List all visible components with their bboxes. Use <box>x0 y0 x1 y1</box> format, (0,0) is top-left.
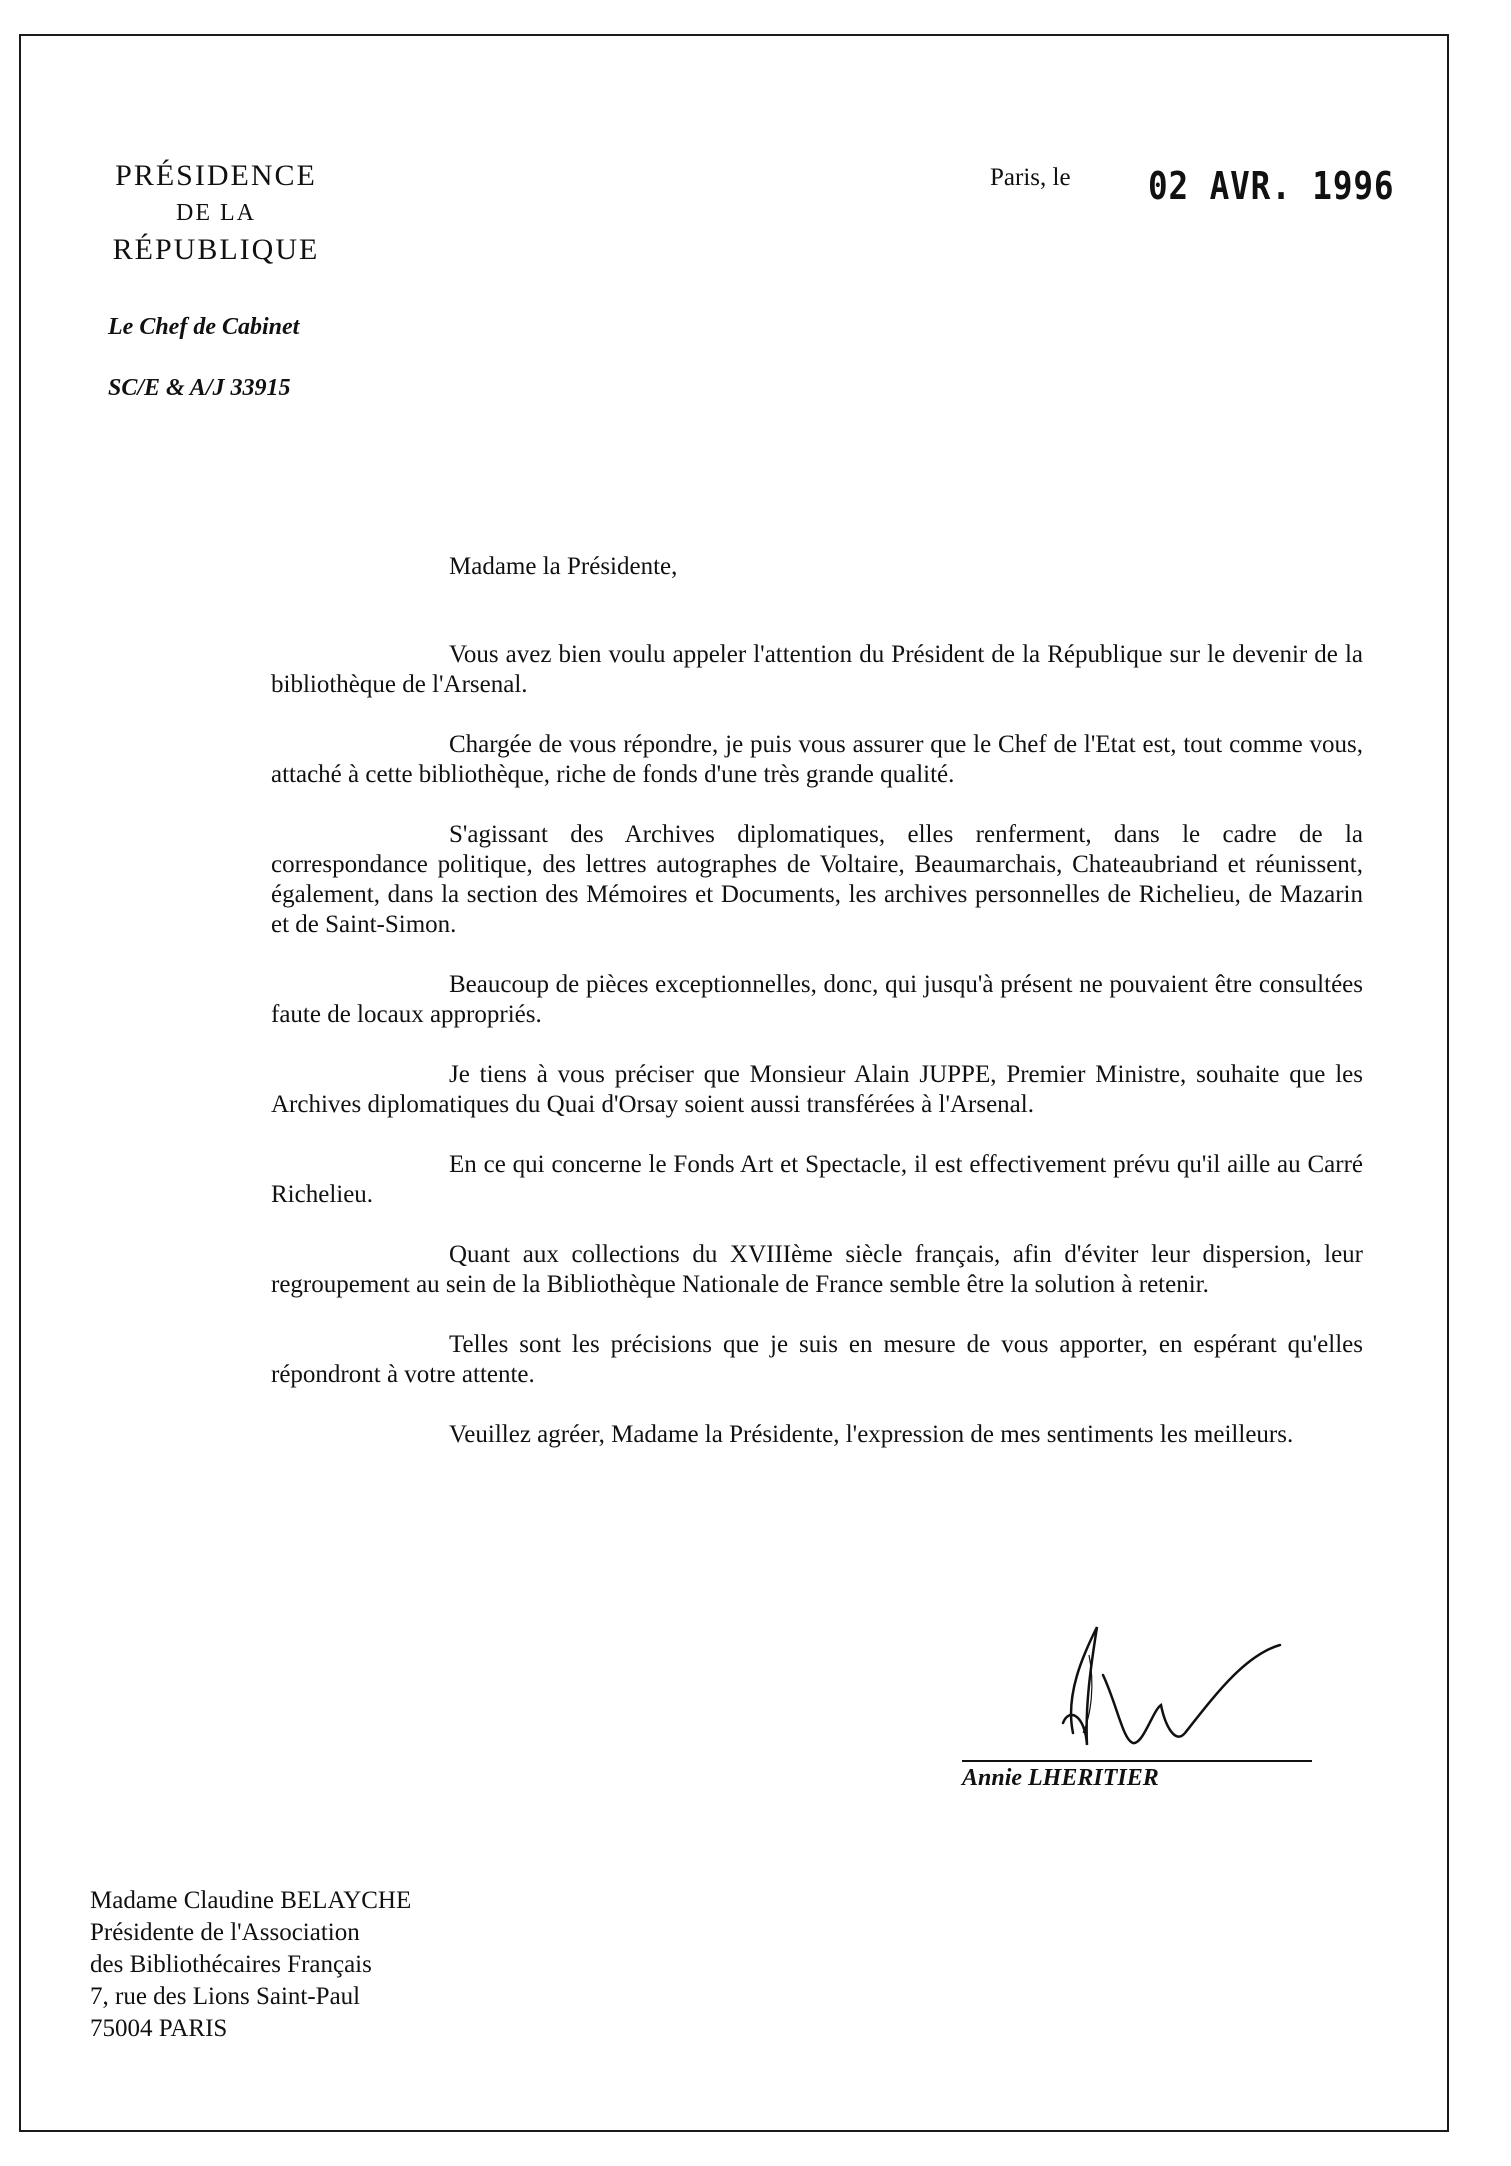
paragraph: Je tiens à vous préciser que Monsieur Alain JUPPE, Premier Ministre, souhaite que les Archives diplomatiques du Quai d'Orsay soient aussi transférées à l'Arsenal. <box>271 1061 1363 1118</box>
letterhead-line-2: DE LA <box>176 200 256 226</box>
letterhead <box>82 157 350 269</box>
recipient-city: 75004 PARIS <box>90 2015 228 2042</box>
signer-name: Annie LHERITIER <box>962 1765 1159 1791</box>
letterhead-line-1: PRÉSIDENCE <box>115 159 317 192</box>
recipient-title-2: des Bibliothécaires Français <box>90 1951 372 1978</box>
handwritten-signature <box>1025 1615 1295 1760</box>
paragraph: S'agissant des Archives diplomatiques, elles renferment, dans le cadre de la correspondance politique, des lettres autographes de Voltaire, Beaumarchais, Chateaubriand et réunissent, également, dans la section des Mémoires et Documents, les archives personnelles de Richelieu, de Mazarin et de Saint-Simon. <box>271 821 1363 938</box>
reference-number: SC/E & A/J 33915 <box>108 375 291 401</box>
sender-office: Le Chef de Cabinet <box>108 314 300 340</box>
salutation: Madame la Présidente, <box>449 553 678 580</box>
paragraph: Telles sont les précisions que je suis en mesure de vous apporter, en espérant qu'elles répondront à votre attente. <box>271 1331 1363 1388</box>
recipient-title-1: Présidente de l'Association <box>90 1919 360 1946</box>
paragraph: Vous avez bien voulu appeler l'attention du Président de la République sur le devenir de la bibliothèque de l'Arsenal. <box>271 641 1363 698</box>
date-place: Paris, le <box>990 164 1071 191</box>
paragraph: Beaucoup de pièces exceptionnelles, donc, qui jusqu'à présent ne pouvaient être consultées faute de locaux appropriés. <box>271 971 1363 1028</box>
recipient-street: 7, rue des Lions Saint-Paul <box>90 1983 361 2010</box>
date-stamp: 02 AVR. 1996 <box>1148 164 1395 208</box>
paragraph: Chargée de vous répondre, je puis vous assurer que le Chef de l'Etat est, tout comme vous, attaché à cette bibliothèque, riche de fonds d'une très grande qualité. <box>271 731 1363 788</box>
letter-body <box>271 640 1363 1480</box>
paragraph: Veuillez agréer, Madame la Présidente, l'expression de mes sentiments les meilleurs. <box>449 1421 1294 1448</box>
recipient-name: Madame Claudine BELAYCHE <box>90 1887 412 1914</box>
paragraph: Quant aux collections du XVIIIème siècle français, afin d'éviter leur dispersion, leur regroupement au sein de la Bibliothèque Nationale de France semble être la solution à retenir. <box>271 1241 1363 1298</box>
signature-line <box>962 1760 1312 1762</box>
paragraph: En ce qui concerne le Fonds Art et Spectacle, il est effectivement prévu qu'il aille au Carré Richelieu. <box>271 1151 1363 1208</box>
letterhead-line-3: RÉPUBLIQUE <box>112 233 320 266</box>
recipient-address <box>90 1885 411 2045</box>
